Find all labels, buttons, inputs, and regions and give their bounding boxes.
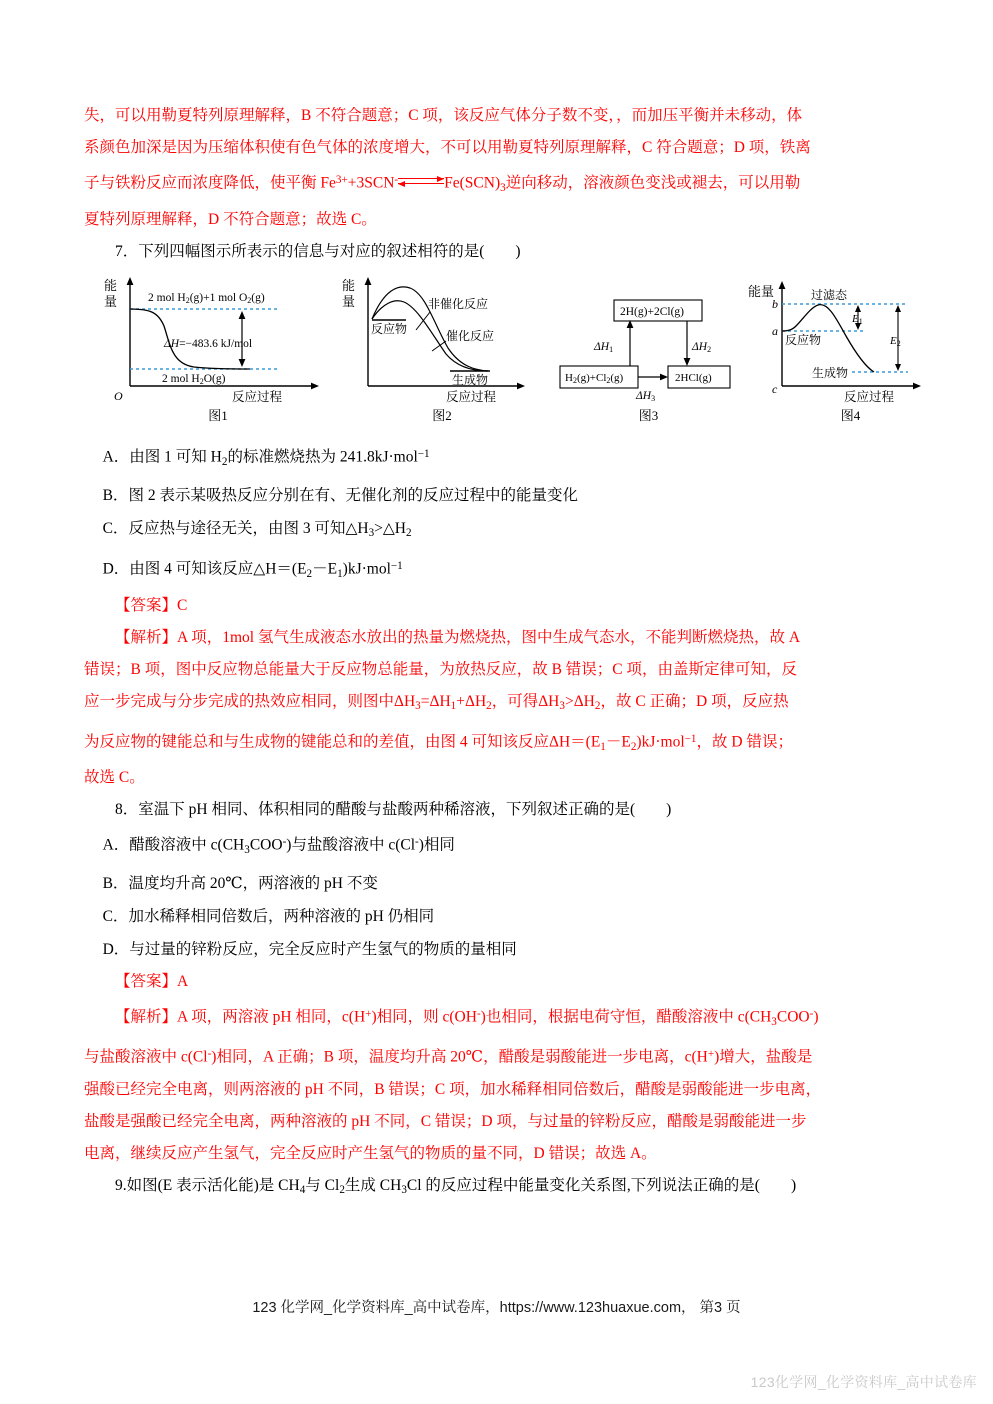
option-a-label: A． [102, 448, 130, 466]
figure-2-y-label-line1: 能 [342, 277, 356, 293]
a8l2a: 与盐酸溶液中 c(Cl [84, 1048, 208, 1066]
q8oa1: 醋酸溶液中 c(CH [129, 837, 245, 855]
figure-2-product-label: 生成物 [452, 372, 489, 387]
question-8-answer [84, 966, 910, 998]
charge-minus: - [394, 174, 399, 186]
solution-q6-block [84, 100, 910, 236]
question-7-number: 7． [115, 242, 139, 260]
analysis-8-line4: 盐酸是强酸已经完全电离，两种溶液的 pH 不同，C 错误；D 项，与过量的锌粉反应，醋酸是弱酸能进一步 [84, 1112, 807, 1130]
question-7-option-d [84, 550, 910, 591]
figure-3-left-box: H2(g)+Cl2(g) [565, 371, 624, 385]
analysis-7-line4 [84, 723, 910, 763]
figure-1-x-label: 反应过程 [232, 389, 283, 404]
figure-4-e2: E2 [890, 334, 901, 348]
q8-option-c-label: C． [102, 908, 129, 926]
analysis-8-line5: 电离，继续反应产生氢气，完全反应时产生氢气的物质的量不同，D 错误；故选 A。 [84, 1144, 657, 1162]
answer-label-7: 【答案】 [115, 597, 178, 615]
question-9-number: 9. [115, 1176, 127, 1194]
question-7-option-a [84, 438, 910, 479]
question-7-stem [84, 236, 910, 268]
figure-3-delta-h3: ΔH3 [636, 389, 656, 403]
solution-q6-line1: 失，可以用勒夏特列原理解释，B 不符合题意；C 项，该反应气体分子数不变，，而加压平衡并未移动，体 [84, 107, 803, 124]
option-d-text-1: 由图 4 可知该反应△H＝(E [129, 560, 307, 578]
option-d-sub-2: 1 [337, 567, 343, 580]
analysis-8-line2 [84, 1038, 910, 1074]
a7l4s2: 2 [630, 740, 637, 753]
q9s3: 3 [401, 1183, 407, 1196]
figure-2-reactant-label: 反应物 [371, 321, 408, 336]
figure-3-top-box: 2H(g)+2Cl(g) [620, 305, 684, 318]
q8oa2: COO [249, 837, 283, 855]
option-d-sub-1: 2 [306, 567, 313, 580]
charge-3plus: 3+ [335, 174, 348, 186]
a8l1sup3: - [809, 1008, 814, 1021]
figure-1-delta-h: ΔH=−483.6 kJ/mol [164, 337, 253, 350]
watermark: 123化学网_化学资料库_高中试卷库 [750, 1374, 977, 1390]
option-c-sub-1: 3 [368, 526, 375, 539]
a8l1s1: 3 [771, 1015, 777, 1028]
q9c: 生成 CH [344, 1176, 402, 1194]
figure-1 [102, 274, 334, 424]
figure-1-caption: 图1 [208, 407, 228, 423]
question-8-stem [84, 794, 910, 826]
analysis-7-line3 [84, 686, 910, 722]
a7l3s3: 2 [486, 700, 492, 713]
a7l3f: ，故 C 正确；D 项，反应热 [600, 693, 789, 711]
option-c-text-2: >△H [374, 519, 406, 537]
solution-q6-line3 [84, 164, 910, 204]
question-7-answer [84, 590, 910, 622]
question-8-option-a [84, 826, 910, 867]
solution-q6-line2: 系颜色加深是因为压缩体积使有色气体的浓度增大，不可以用勒夏特列原理解释，C 符合题意；D 项，铁离 [84, 139, 811, 156]
figure-3-right-box: 2HCl(g) [675, 371, 712, 384]
a7l3s1: 3 [415, 700, 421, 713]
q8oas1: 3 [244, 844, 250, 857]
a7l3a: 应一步完成与分步完成的热效应相同，则图中ΔH [84, 693, 416, 711]
question-7-option-b [84, 479, 910, 512]
question-8-number: 8． [115, 801, 139, 819]
figure-1-bottom-state: 2 mol H2O(g) [162, 372, 226, 386]
a8l1c: )也相同，根据电荷守恒，醋酸溶液中 c(CH [480, 1008, 772, 1026]
figure-4-x-label: 反应过程 [844, 389, 895, 404]
figure-4-e1: E1 [852, 312, 863, 326]
figure-4-tick-b: b [772, 296, 778, 311]
figure-2-noncatalyzed-label: 非催化反应 [428, 296, 489, 311]
option-c-text-1: 反应热与途径无关，由图 3 可知△H [128, 519, 369, 537]
a7l3s2: 1 [450, 700, 457, 713]
a8l2b: )相同，A 正确；B 项，温度均升高 20℃，醋酸是弱酸能进一步电离，c(H [211, 1048, 708, 1066]
question-8-option-d [84, 933, 910, 966]
a8l1a: A 项，两溶液 pH 相同，c(H [177, 1008, 366, 1026]
solution-q6-line3-d: 逆向移动，溶液颜色变浅或褪去，可以用勒 [505, 174, 801, 192]
a8l2c: )增大，盐酸是 [714, 1048, 813, 1066]
figure-4-svg [748, 274, 953, 404]
figure-4-tick-c: c [772, 381, 778, 396]
page-content [84, 100, 910, 1206]
q8oasup: - [282, 836, 287, 849]
a7l4c: )kJ·mol [636, 733, 685, 751]
solution-q6-line4: 夏特列原理解释，D 不符合题意；故选 C。 [84, 210, 377, 228]
figure-4-caption: 图4 [840, 407, 861, 423]
question-7-analysis [84, 622, 910, 794]
q8oa4: )相同 [418, 837, 455, 855]
a7l3s4: 3 [559, 700, 565, 713]
figure-4-product-label: 生成物 [812, 365, 849, 380]
figure-1-svg [102, 274, 334, 404]
figure-3-delta-h2: ΔH2 [692, 340, 712, 354]
a8l1b: )相同，则 c(OH [371, 1008, 477, 1026]
a8l2sup2: + [707, 1047, 715, 1060]
a7l4b: －E [605, 733, 631, 751]
option-a-text-2: 的标准燃烧热为 241.8kJ·mol [227, 448, 418, 466]
figure-2-x-label: 反应过程 [446, 389, 497, 404]
question-8-analysis [84, 998, 910, 1169]
a7l4a: 为反应物的键能总和与生成物的键能总和的差值，由图 4 可知该反应ΔH＝(E [84, 733, 601, 751]
subscript-3: 3 [500, 181, 506, 194]
figure-1-top-state: 2 mol H2(g)+1 mol O2(g) [148, 291, 265, 305]
figure-strip [84, 274, 910, 434]
analysis-8-line3: 强酸已经完全电离，则两溶液的 pH 不同，B 错误；C 项，加水稀释相同倍数后，醋酸是弱酸能进一步电离， [84, 1080, 822, 1098]
figure-2-svg [342, 274, 542, 404]
analysis-8-line1 [84, 998, 910, 1038]
a7l4sup: −1 [684, 732, 697, 745]
question-9-stem [84, 1170, 910, 1206]
a7l3d: ，可得ΔH [491, 693, 560, 711]
option-d-label: D． [102, 560, 130, 578]
question-8-option-b [84, 867, 910, 900]
a7l3s5: 2 [594, 700, 601, 713]
figure-4-transition-label: 过滤态 [811, 287, 848, 302]
a8l1d: COO [776, 1008, 810, 1026]
figure-3-delta-h1: ΔH1 [594, 340, 614, 354]
figure-4-tick-a: a [772, 323, 778, 338]
analysis-7-line1 [84, 622, 910, 654]
q8-option-d-label: D． [102, 941, 130, 959]
figure-1-y-label-line2: 量 [104, 293, 118, 309]
figure-2-y-label-line2: 量 [342, 293, 356, 309]
q9b: 与 Cl [305, 1176, 340, 1194]
figure-3-caption: 图3 [638, 407, 659, 423]
page-footer: 123 化学网_化学资料库_高中试卷库，https://www.123huaxue.com， 第3 页 [252, 1300, 741, 1316]
analysis-7-line5: 故选 C。 [84, 769, 145, 787]
question-7-option-c [84, 512, 910, 550]
option-a-sub: 2 [221, 455, 228, 468]
a7l4d: ，故 D 错误； [696, 733, 793, 751]
figure-2-catalyzed-label: 催化反应 [446, 328, 495, 343]
a8l2sup1: - [207, 1047, 212, 1060]
question-8-text: 室温下 pH 相同、体积相同的醋酸与盐酸两种稀溶液，下列叙述正确的是( ) [138, 801, 672, 819]
equilibrium-arrow-icon [398, 176, 444, 192]
q9a: 如图(E 表示活化能)是 CH [126, 1176, 300, 1194]
a8l1sup1: + [365, 1008, 372, 1021]
figure-1-y-label-line1: 能 [104, 277, 118, 293]
option-c-sub-2: 2 [406, 526, 412, 539]
a7l4s1: 1 [600, 740, 606, 753]
question-7-text: 下列四幅图示所表示的信息与对应的叙述相符的是( ) [138, 242, 521, 260]
option-a-text-1: 由图 1 可知 H [129, 448, 222, 466]
q9s1: 4 [299, 1183, 306, 1196]
figure-4-y-label: 能量 [748, 283, 775, 299]
analysis-7-text1: A 项，1mol 氢气生成液态水放出的热量为燃烧热，图中生成气态水，不能判断燃烧热，故 A [177, 629, 801, 647]
answer-value-8: A [177, 973, 189, 991]
q8-option-b-label: B． [102, 875, 129, 893]
analysis-7-line2: 错误；B 项，图中反应物总能量大于反应物总能量，为放热反应，故 B 错误；C 项，由盖斯定律可知，反 [84, 661, 798, 679]
a7l3e: >ΔH [564, 693, 595, 711]
option-d-text-3: )kJ·mol [342, 560, 391, 578]
figure-3-svg [556, 274, 741, 404]
q8-option-a-label: A． [102, 837, 130, 855]
option-b-label: B． [102, 486, 129, 504]
answer-value-7: C [177, 597, 188, 615]
figure-4-reactant-label: 反应物 [785, 332, 822, 347]
question-8-option-c [84, 900, 910, 933]
figure-2-caption: 图2 [432, 407, 452, 423]
figure-3 [556, 274, 741, 424]
answer-label-8: 【答案】 [115, 973, 178, 991]
a8l1sup2: - [476, 1008, 481, 1021]
figure-1-origin: O [114, 388, 123, 403]
a7l3b: =ΔH [420, 693, 451, 711]
q8od: 与过量的锌粉反应，完全反应时产生氢气的物质的量相同 [129, 941, 517, 959]
solution-q6-line3-b: +3SCN [347, 174, 395, 192]
analysis-label-8: 【解析】 [115, 1008, 178, 1026]
solution-q6-line3-c: Fe(SCN) [444, 174, 501, 192]
figure-4 [748, 274, 953, 424]
option-c-label: C． [102, 519, 129, 537]
option-b-text: 图 2 表示某吸热反应分别在有、无催化剂的反应过程中的能量变化 [128, 486, 578, 504]
option-d-sup: −1 [390, 559, 403, 572]
q8oc: 加水稀释相同倍数后，两种溶液的 pH 仍相同 [128, 908, 435, 926]
analysis-label-7: 【解析】 [115, 629, 178, 647]
a8l1e: ) [813, 1008, 819, 1026]
q9s2: 2 [339, 1183, 345, 1196]
q8ob: 温度均升高 20℃，两溶液的 pH 不变 [128, 875, 378, 893]
q8oasup2: - [415, 836, 419, 849]
q8oa3: )与盐酸溶液中 c(Cl [286, 837, 416, 855]
option-a-sup: −1 [417, 447, 430, 460]
solution-q6-line3-a: 子与铁粉反应而浓度降低，使平衡 Fe [84, 174, 336, 192]
figure-2 [342, 274, 542, 424]
q9d: Cl 的反应过程中能量变化关系图,下列说法正确的是( ) [406, 1176, 797, 1194]
option-d-text-2: －E [312, 560, 338, 578]
a7l3c: +ΔH [456, 693, 487, 711]
